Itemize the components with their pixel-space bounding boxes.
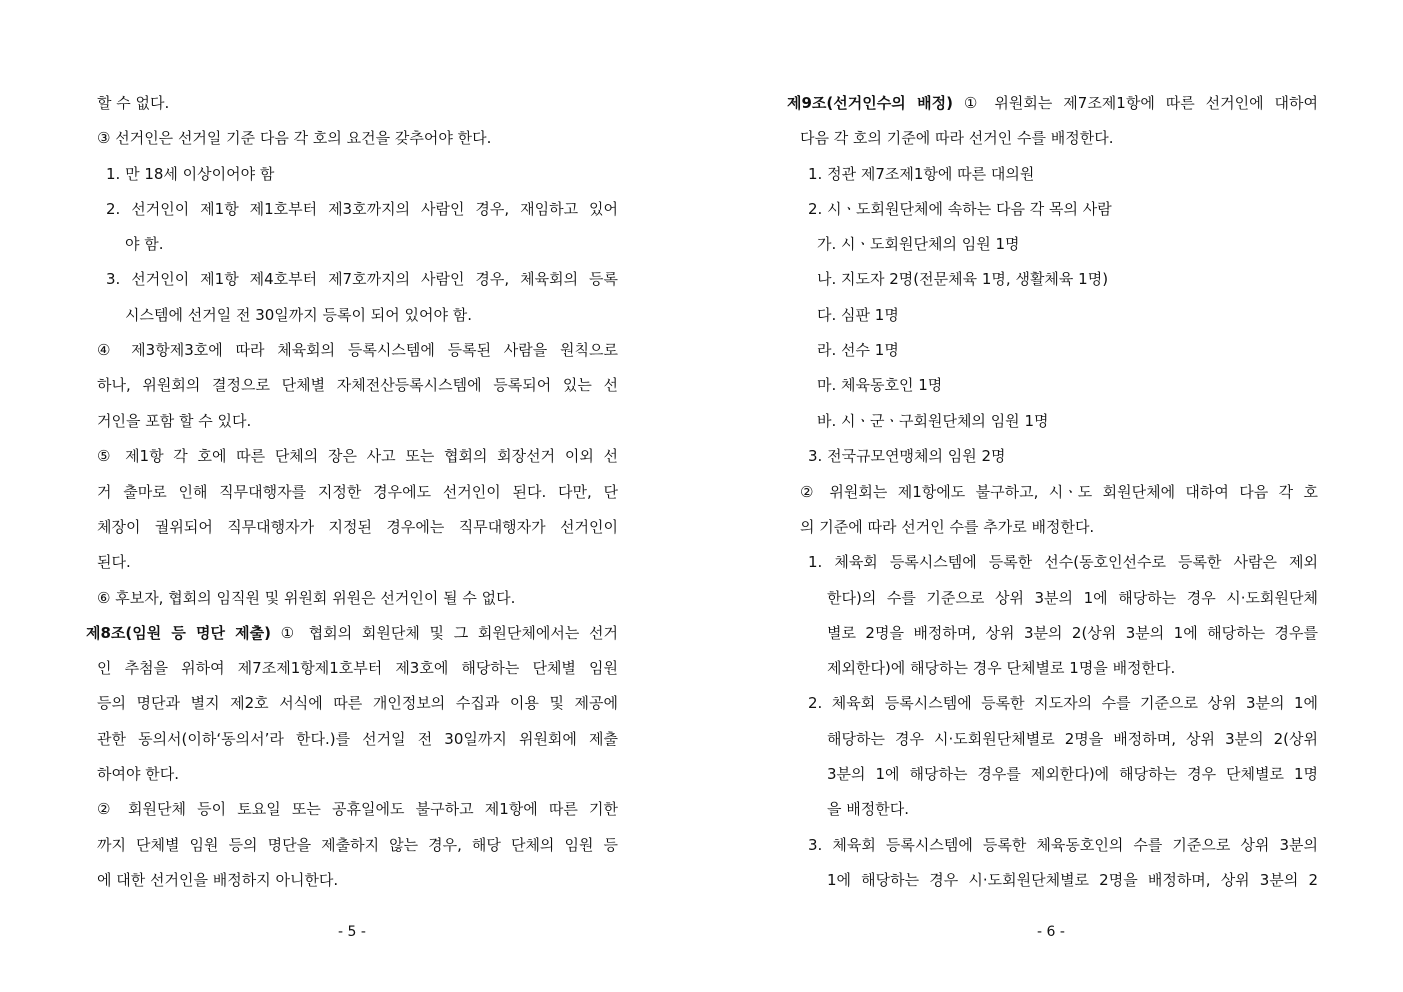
text-line: ② 위원회는 제1항에도 불구하고, 시ㆍ도 회원단체에 대하여 다음 각 호 bbox=[800, 483, 1318, 501]
text-line: 3. 체육회 등록시스템에 등록한 체육동호인의 수를 기준으로 상위 3분의 bbox=[808, 836, 1318, 854]
text-line: 거 출마로 인해 직무대행자를 지정한 경우에도 선거인이 된다. 다만, 단 bbox=[97, 483, 618, 501]
text-line: 나. 지도자 2명(전문체육 1명, 생활체육 1명) bbox=[817, 270, 1109, 288]
text-line: 1. 체육회 등록시스템에 등록한 선수(동호인선수로 등록한 사람은 제외 bbox=[808, 553, 1318, 571]
page-number: - 5 - bbox=[338, 924, 366, 940]
text-line: 1. 정관 제7조제1항에 따른 대의원 bbox=[808, 165, 1035, 183]
article-8-heading-line bbox=[86, 622, 618, 644]
text-line: 다음 각 호의 기준에 따라 선거인 수를 배정한다. bbox=[800, 129, 1114, 147]
text-line: 까지 단체별 임원 등의 명단을 제출하지 않는 경우, 해당 단체의 임원 등 bbox=[97, 836, 618, 854]
text-line: 시스템에 선거일 전 30일까지 등록이 되어 있어야 함. bbox=[125, 306, 473, 324]
text-line: 2. 선거인이 제1항 제1호부터 제3호까지의 사람인 경우, 재임하고 있어 bbox=[106, 200, 618, 218]
text-line: 의 기준에 따라 선거인 수를 추가로 배정한다. bbox=[800, 518, 1095, 536]
text-line: 인 추첨을 위하여 제7조제1항제1호부터 제3호에 해당하는 단체별 임원 bbox=[97, 659, 618, 677]
text-line: ⑥ 후보자, 협회의 임직원 및 위원회 위원은 선거인이 될 수 없다. bbox=[97, 589, 516, 607]
article-9-first-line: ① 위원회는 제7조제1항에 따른 선거인에 대하여 bbox=[963, 94, 1318, 112]
text-line: ⑤ 제1항 각 호에 따른 단체의 장은 사고 또는 협회의 회장선거 이외 선 bbox=[97, 447, 618, 465]
text-line: ④ 제3항제3호에 따라 체육회의 등록시스템에 등록된 사람을 원칙으로 bbox=[97, 341, 618, 359]
page-5 bbox=[0, 0, 701, 992]
page-number: - 6 - bbox=[1037, 924, 1065, 940]
text-line: 2. 시ㆍ도회원단체에 속하는 다음 각 목의 사람 bbox=[808, 200, 1112, 218]
text-line: ② 회원단체 등이 토요일 또는 공휴일에도 불구하고 제1항에 따른 기한 bbox=[97, 800, 618, 818]
article-8-title: 제8조(임원 등 명단 제출) bbox=[86, 624, 271, 642]
article-9-title: 제9조(선거인수의 배정) bbox=[787, 94, 953, 112]
text-line: 2. 체육회 등록시스템에 등록한 지도자의 수를 기준으로 상위 3분의 1에 bbox=[808, 694, 1318, 712]
text-line: 3. 선거인이 제1항 제4호부터 제7호까지의 사람인 경우, 체육회의 등록 bbox=[106, 270, 618, 288]
page-6 bbox=[701, 0, 1403, 992]
text-line: 하나, 위원회의 결정으로 단체별 자체전산등록시스템에 등록되어 있는 선 bbox=[97, 376, 618, 394]
text-line: ③ 선거인은 선거일 기준 다음 각 호의 요건을 갖추어야 한다. bbox=[97, 129, 492, 147]
article-8-first-line: ① 협회의 회원단체 및 그 회원단체에서는 선거 bbox=[280, 624, 618, 642]
text-line: 할 수 없다. bbox=[97, 94, 170, 112]
text-line: 을 배정한다. bbox=[827, 800, 909, 818]
text-line: 된다. bbox=[97, 553, 131, 571]
text-line: 마. 체육동호인 1명 bbox=[817, 376, 943, 394]
text-line: 야 함. bbox=[125, 235, 164, 253]
text-line: 거인을 포함 할 수 있다. bbox=[97, 412, 252, 430]
text-line: 에 대한 선거인을 배정하지 아니한다. bbox=[97, 871, 339, 889]
text-line: 라. 선수 1명 bbox=[817, 341, 899, 359]
text-line: 해당하는 경우 시·도회원단체별로 2명을 배정하며, 상위 3분의 2(상위 bbox=[827, 730, 1318, 748]
text-line: 제외한다)에 해당하는 경우 단체별로 1명을 배정한다. bbox=[827, 659, 1176, 677]
text-line: 바. 시ㆍ군ㆍ구회원단체의 임원 1명 bbox=[817, 412, 1049, 430]
text-line: 체장이 궐위되어 직무대행자가 지정된 경우에는 직무대행자가 선거인이 bbox=[97, 518, 618, 536]
text-line: 1. 만 18세 이상이어야 함 bbox=[106, 165, 275, 183]
text-line: 하여야 한다. bbox=[97, 765, 179, 783]
text-line: 등의 명단과 별지 제2호 서식에 따른 개인정보의 수집과 이용 및 제공에 bbox=[97, 694, 618, 712]
article-9-heading-line bbox=[787, 92, 1318, 114]
text-line: 한다)의 수를 기준으로 상위 3분의 1에 해당하는 경우 시·도회원단체 bbox=[827, 589, 1318, 607]
text-line: 3. 전국규모연맹체의 임원 2명 bbox=[808, 447, 1006, 465]
text-line: 다. 심판 1명 bbox=[817, 306, 899, 324]
text-line: 1에 해당하는 경우 시·도회원단체별로 2명을 배정하며, 상위 3분의 2 bbox=[827, 871, 1318, 889]
text-line: 관한 동의서(이하‘동의서’라 한다.)를 선거일 전 30일까지 위원회에 제출 bbox=[97, 730, 618, 748]
text-line: 가. 시ㆍ도회원단체의 임원 1명 bbox=[817, 235, 1020, 253]
text-line: 3분의 1에 해당하는 경우를 제외한다)에 해당하는 경우 단체별로 1명 bbox=[827, 765, 1318, 783]
text-line: 별로 2명을 배정하며, 상위 3분의 2(상위 3분의 1에 해당하는 경우를 bbox=[827, 624, 1318, 642]
